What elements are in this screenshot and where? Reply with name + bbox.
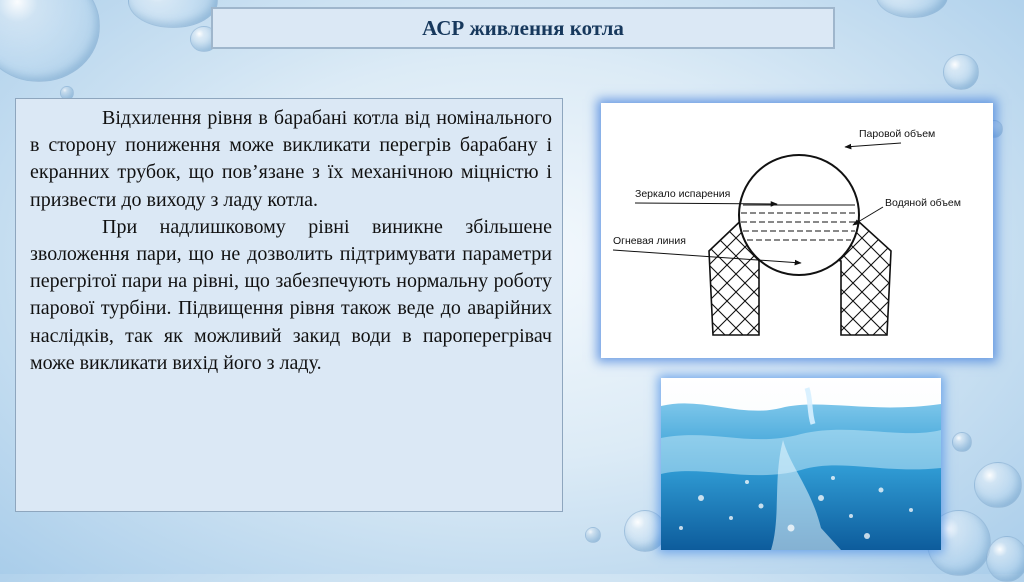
text-paragraph-low-level: Відхилення рівня в барабані котла від номінального в сторону пониження може викликати перегрів барабану і екранних трубок, що пов’язане з їх механічною міцністю і призвести до виходу з ладу котла. [30,107,552,211]
slide-title: АСР живлення котла [422,15,624,40]
water-bubble-decoration [952,432,972,452]
boiler-drum-circle [739,155,859,275]
water-bubble-decoration [128,0,218,28]
label-evaporation-mirror: Зеркало испарения [635,188,731,200]
water-bubble-decoration [0,0,100,82]
water-bubble-decoration [974,462,1022,508]
water-bubble-decoration [585,527,601,543]
slide-title-box [211,7,835,49]
water-splash-svg [661,378,941,550]
label-water-volume: Водяной объем [885,197,961,209]
label-fire-line: Огневая линия [613,235,686,247]
water-bubble-decoration [986,536,1024,582]
water-bubble-decoration [943,54,979,90]
slide-text-box [15,98,563,512]
water-splash-image [661,378,941,550]
water-bubble-decoration [876,0,948,18]
text-paragraph-high-level: При надлишковому рівні виникне збільшене зволоження пари, що не дозволить підтримувати параметри перегрітої пари на рівні, що забезпечують нормальну роботу парової турбіни. Підвищення рівня також веде до аварійних наслідків, так як можливий закид води в пароперегрівач може викликати вихід його з ладу. [30,215,552,374]
water-bubble-decoration [624,510,666,552]
boiler-drum-diagram [601,103,993,358]
label-steam-volume: Паровой объем [859,128,936,140]
boiler-drum-svg [601,103,993,358]
